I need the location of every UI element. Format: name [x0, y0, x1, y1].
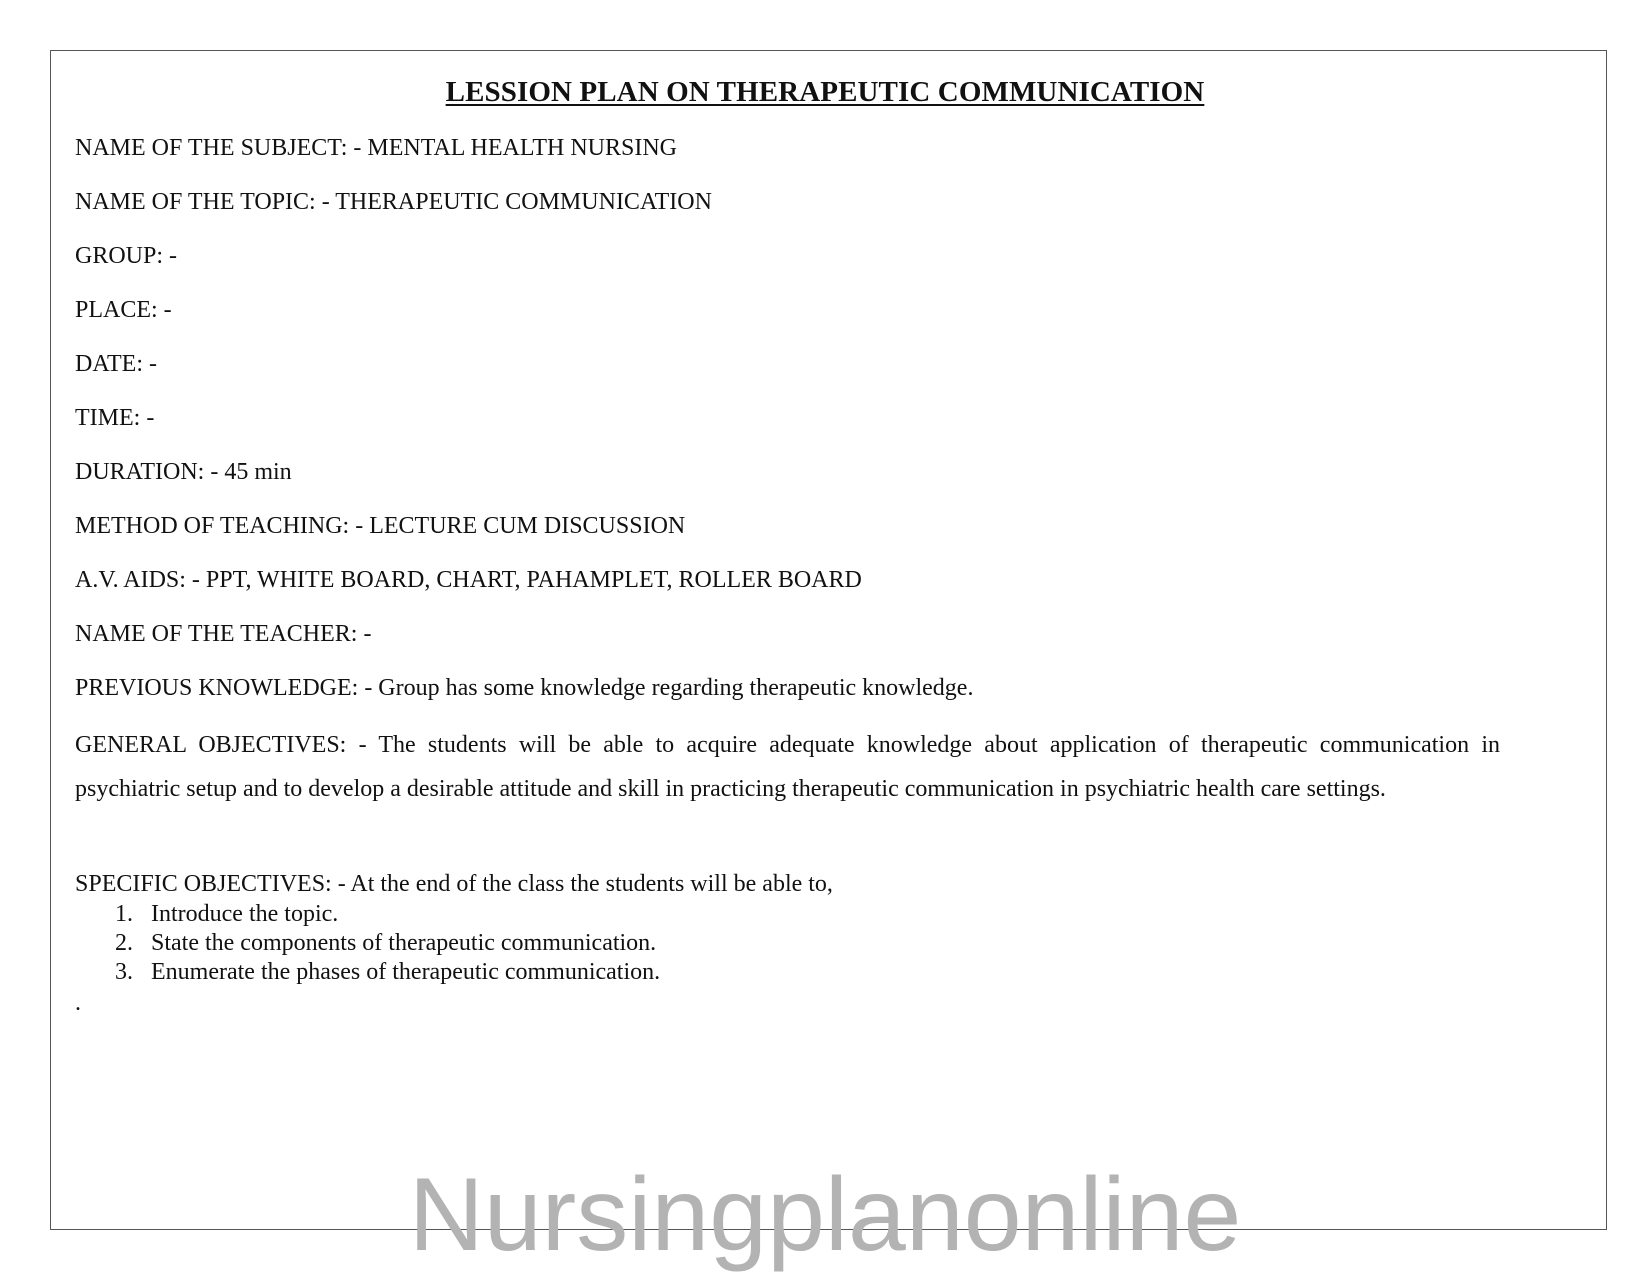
list-item: [75, 900, 660, 929]
specific-objectives-heading: SPECIFIC OBJECTIVES: - At the end of the class the students will be able to,: [75, 871, 833, 897]
watermark: Nursingplanonline: [408, 1157, 1242, 1273]
list-number: 2.: [115, 930, 133, 956]
list-text: Enumerate the phases of therapeutic communication.: [151, 959, 661, 985]
specific-objectives-list: [75, 900, 660, 987]
field-time: TIME: -: [75, 405, 155, 431]
list-text: Introduce the topic.: [151, 901, 339, 927]
field-topic: NAME OF THE TOPIC: - THERAPEUTIC COMMUNICATION: [75, 189, 712, 215]
field-date: DATE: -: [75, 351, 157, 377]
trailing-mark: .: [75, 990, 81, 1016]
list-item: [75, 958, 660, 987]
general-objectives: GENERAL OBJECTIVES: - The students will be able to acquire adequate knowledge about application of therapeutic communication in psychiatric setup and to develop a desirable attitude and skill in practicing therapeutic communication in psychiatric health care settings.: [75, 732, 1500, 802]
field-previous-knowledge: PREVIOUS KNOWLEDGE: - Group has some knowledge regarding therapeutic knowledge.: [75, 675, 974, 701]
field-duration: DURATION: - 45 min: [75, 459, 292, 485]
list-number: 3.: [115, 959, 133, 985]
list-text: State the components of therapeutic communication.: [151, 930, 657, 956]
document-title: LESSION PLAN ON THERAPEUTIC COMMUNICATION: [445, 76, 1205, 108]
field-teacher: NAME OF THE TEACHER: -: [75, 621, 372, 647]
list-item: [75, 929, 660, 958]
field-subject: NAME OF THE SUBJECT: - MENTAL HEALTH NURSING: [75, 135, 678, 161]
list-number: 1.: [115, 901, 133, 927]
field-group: GROUP: -: [75, 243, 178, 269]
field-place: PLACE: -: [75, 297, 172, 323]
field-method: METHOD OF TEACHING: - LECTURE CUM DISCUSSION: [75, 513, 686, 539]
field-av-aids: A.V. AIDS: - PPT, WHITE BOARD, CHART, PAHAMPLET, ROLLER BOARD: [75, 567, 862, 593]
